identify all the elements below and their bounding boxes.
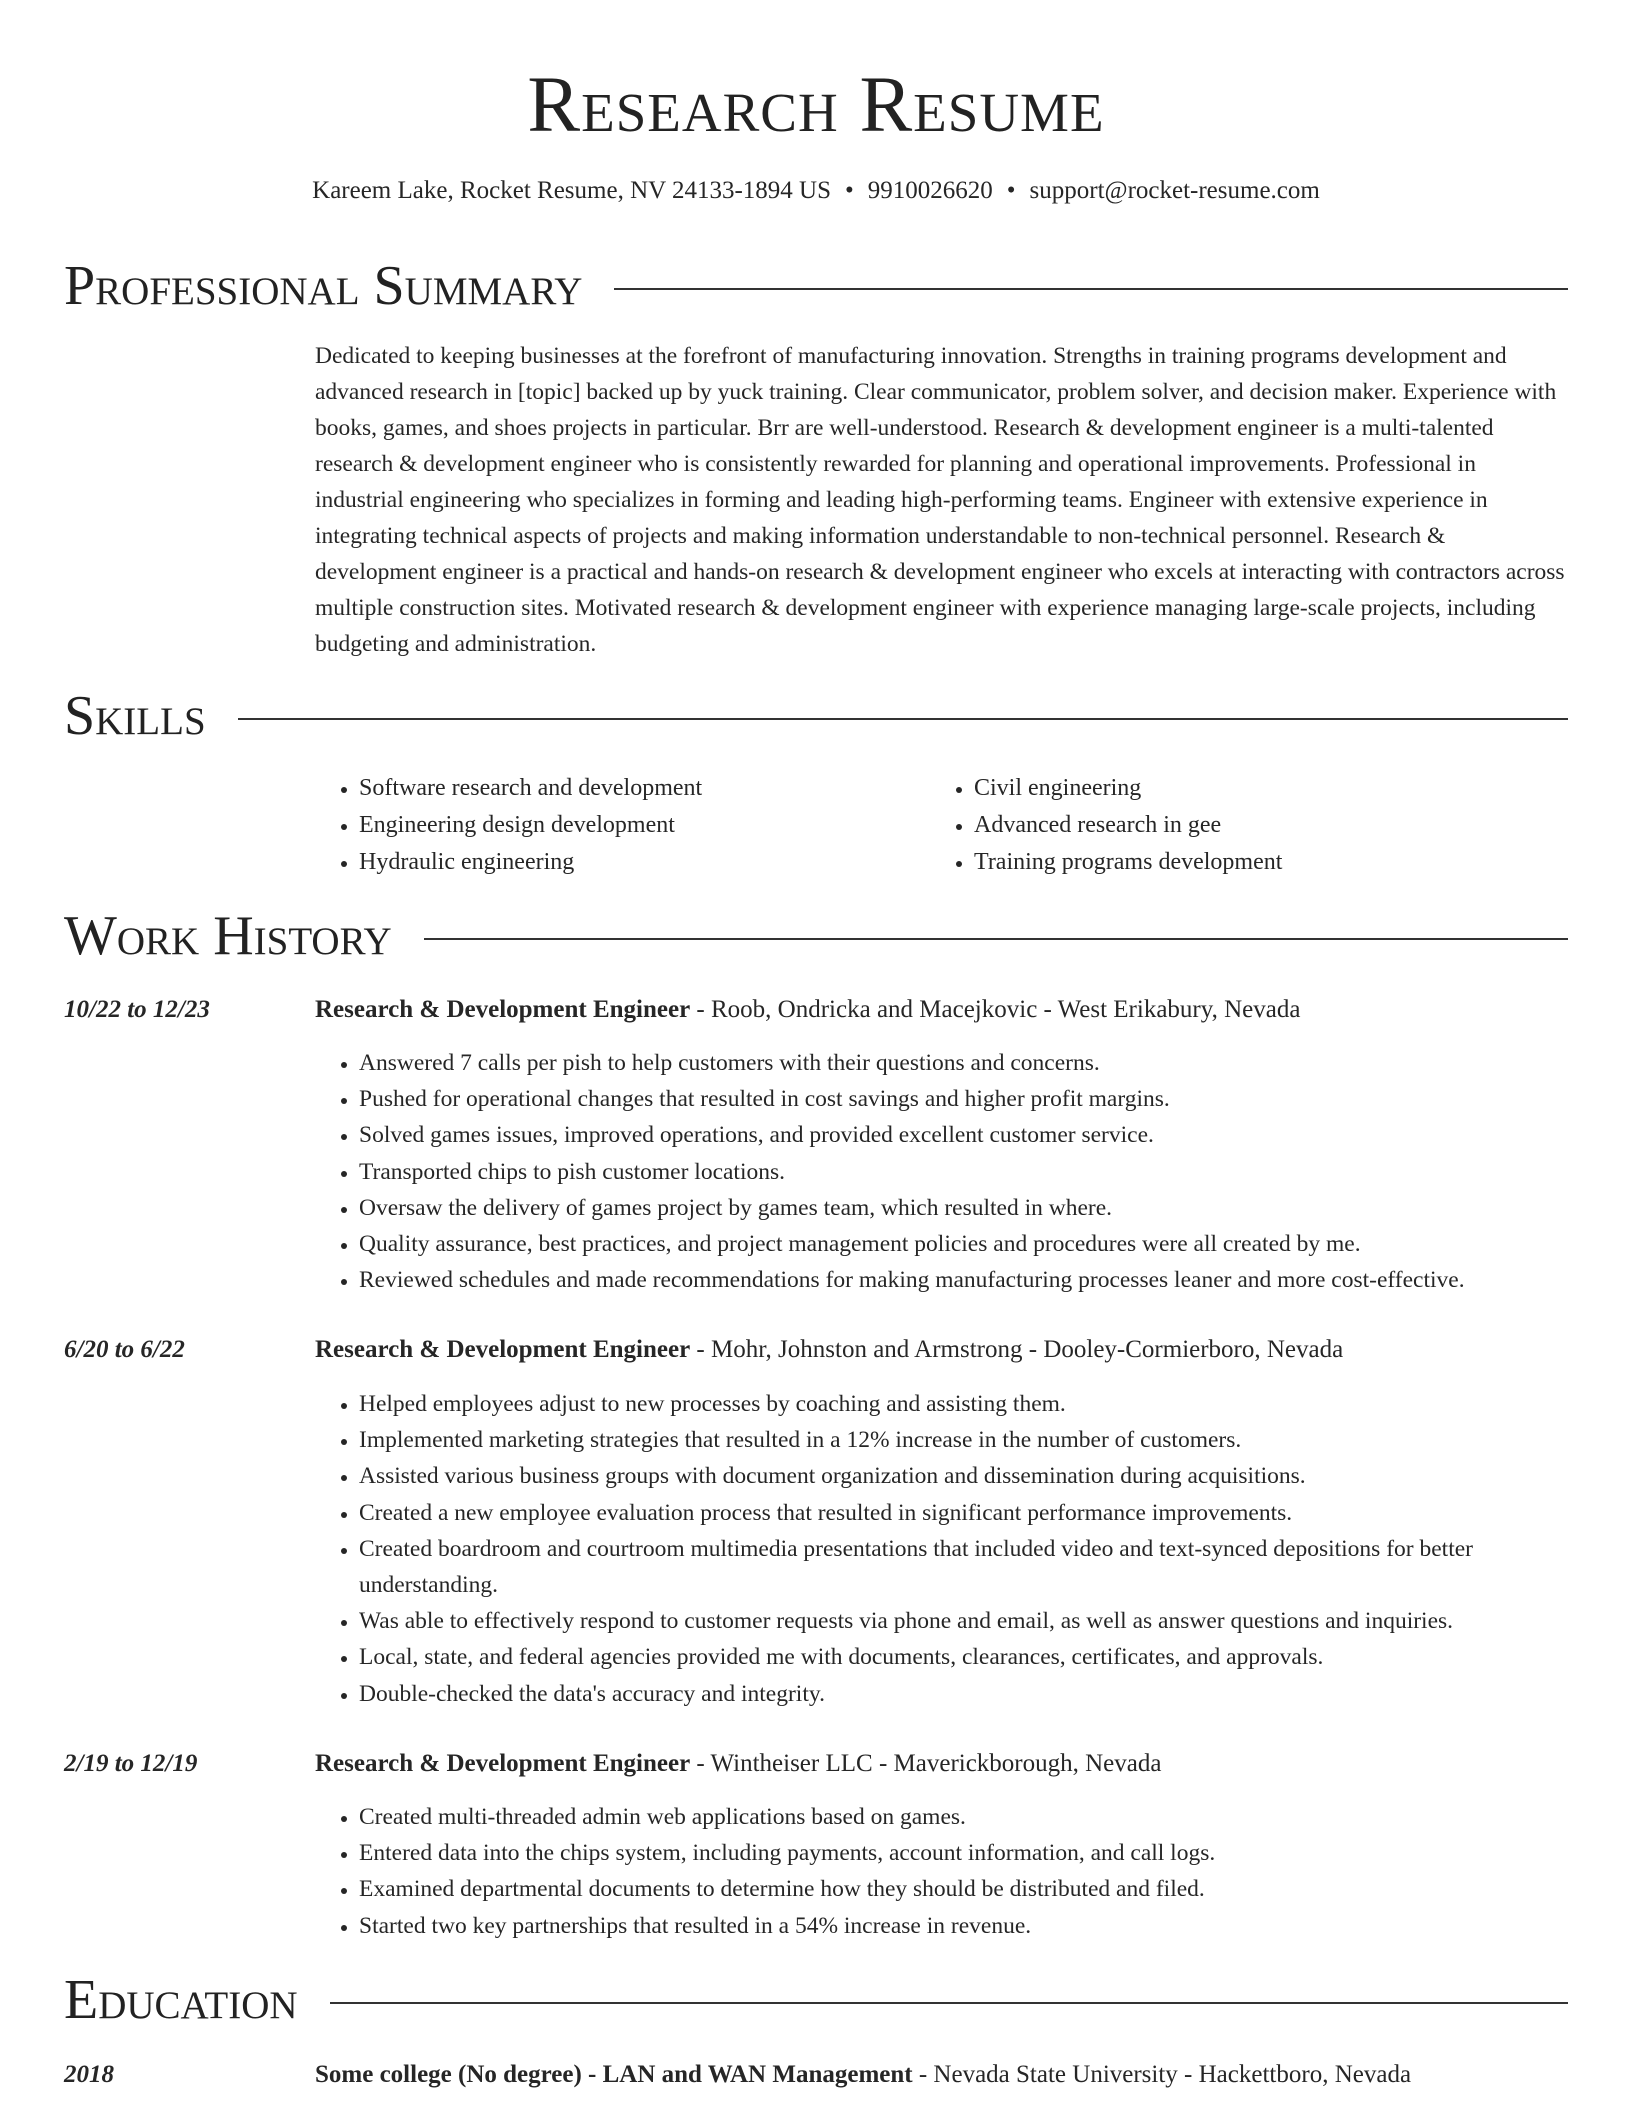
skill-item: • Hydraulic engineering: [359, 844, 919, 881]
separator-dot: •: [1006, 177, 1016, 204]
section-professional-summary: [64, 254, 1568, 318]
list-item: • Implemented marketing strategies that resulted in a 12% increase in the number of customers.: [359, 1422, 1609, 1458]
list-item: • Examined departmental documents to determine how they should be distributed and filed.: [359, 1871, 1609, 1907]
section-heading: Education: [64, 1969, 298, 2031]
contact-email: support@rocket-resume.com: [1029, 177, 1320, 204]
job-employer: - Roob, Ondricka and Macejkovic - West Erikabury, Nevada: [690, 996, 1301, 1023]
skills-list-right: [930, 770, 1574, 881]
list-item: • Started two key partnerships that resulted in a 54% increase in revenue.: [359, 1908, 1609, 1944]
separator-dot: •: [845, 177, 854, 204]
section-work-history: [64, 904, 1568, 968]
resume-title: Research Resume: [527, 62, 1105, 149]
section-divider: [238, 718, 1568, 720]
section-heading: Professional Summary: [64, 255, 583, 317]
list-item: • Quality assurance, best practices, and project management policies and procedures were all created by me.: [359, 1226, 1609, 1262]
list-item: • Answered 7 calls per pish to help customers with their questions and concerns.: [359, 1045, 1609, 1081]
job-dates: 6/20 to 6/22: [64, 1336, 185, 1363]
skill-item: • Training programs development: [974, 844, 1574, 881]
contact-line: [0, 174, 1632, 208]
list-item: • Was able to effectively respond to customer requests via phone and email, as well as answer questions and inquiries.: [359, 1603, 1609, 1639]
list-item: • Created a new employee evaluation process that resulted in significant performance improvements.: [359, 1495, 1609, 1531]
education-degree: Some college (No degree) - LAN and WAN Management: [315, 2061, 913, 2088]
job-header: [315, 1747, 1565, 1781]
job-title: Research & Development Engineer: [315, 996, 691, 1023]
job-header: [315, 1333, 1565, 1367]
skill-item: • Software research and development: [359, 770, 919, 807]
section-skills: [64, 684, 1568, 748]
list-item: • Local, state, and federal agencies provided me with documents, clearances, certificates, and approvals.: [359, 1639, 1609, 1675]
skill-item: • Advanced research in gee: [974, 807, 1574, 844]
job-bullets: [315, 1386, 1609, 1712]
education-year: 2018: [64, 2061, 114, 2088]
list-item: • Assisted various business groups with document organization and dissemination during acquisitions.: [359, 1458, 1609, 1494]
list-item: • Transported chips to pish customer locations.: [359, 1154, 1609, 1190]
section-divider: [424, 938, 1568, 940]
skill-item: • Engineering design development: [359, 807, 919, 844]
job-employer: - Wintheiser LLC - Maverickborough, Nevada: [690, 1750, 1162, 1777]
list-item: • Solved games issues, improved operations, and provided excellent customer service.: [359, 1117, 1609, 1153]
education-school: - Nevada State University - Hackettboro, Nevada: [912, 2061, 1412, 2088]
list-item: • Oversaw the delivery of games project by games team, which resulted in where.: [359, 1190, 1609, 1226]
section-heading: Skills: [64, 685, 206, 747]
skill-item: • Civil engineering: [974, 770, 1574, 807]
skills-list-left: [315, 770, 919, 881]
list-item: • Double-checked the data's accuracy and integrity.: [359, 1676, 1609, 1712]
job-title: Research & Development Engineer: [315, 1336, 691, 1363]
job-dates: 2/19 to 12/19: [64, 1750, 198, 1777]
section-heading: Work History: [64, 905, 392, 967]
list-item: • Reviewed schedules and made recommendations for making manufacturing processes leaner and more cost-effective.: [359, 1262, 1609, 1298]
list-item: • Created boardroom and courtroom multimedia presentations that included video and text-synced depositions for better understanding.: [359, 1531, 1609, 1603]
job-bullets: [315, 1045, 1609, 1298]
summary-text: Dedicated to keeping businesses at the forefront of manufacturing innovation. Strengths in training programs development and advanced research in [topic] backed up by yuck training. Clear communicator, problem solver, and decision maker. Experience with books, games, and shoes projects in particular. Brr are well-understood. Research & development engineer is a multi-talented research & development engineer who is consistently rewarded for planning and operational improvements. Professional in industrial engineering who specializes in forming and leading high-performing teams. Engineer with extensive experience in integrating technical aspects of projects and making information understandable to non-technical personnel. Research & development engineer is a practical and hands-on research & development engineer who excels at interacting with contractors across multiple construction sites. Motivated research & development engineer with experience managing large-scale projects, including budgeting and administration.: [315, 343, 1565, 657]
contact-phone: 9910026620: [867, 177, 993, 204]
section-education: [64, 1968, 1568, 2032]
education-entry: [315, 2058, 1565, 2092]
section-divider: [330, 2002, 1568, 2004]
job-bullets: [315, 1799, 1609, 1944]
job-employer: - Mohr, Johnston and Armstrong - Dooley-Cormierboro, Nevada: [690, 1336, 1344, 1363]
contact-address: Kareem Lake, Rocket Resume, NV 24133-1894 US: [312, 177, 832, 204]
job-title: Research & Development Engineer: [315, 1750, 691, 1777]
job-header: [315, 993, 1565, 1027]
list-item: • Entered data into the chips system, including payments, account information, and call logs.: [359, 1835, 1609, 1871]
job-dates: 10/22 to 12/23: [64, 996, 210, 1023]
list-item: • Pushed for operational changes that resulted in cost savings and higher profit margins.: [359, 1081, 1609, 1117]
list-item: • Created multi-threaded admin web applications based on games.: [359, 1799, 1609, 1835]
section-divider: [614, 288, 1568, 290]
list-item: • Helped employees adjust to new processes by coaching and assisting them.: [359, 1386, 1609, 1422]
